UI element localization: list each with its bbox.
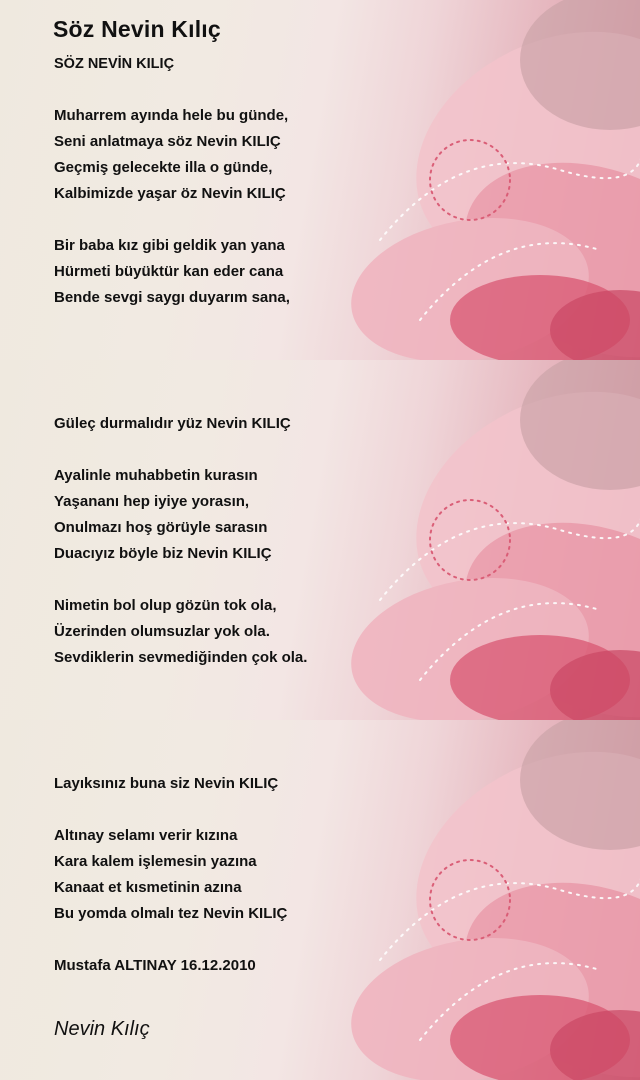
- page-title: Söz Nevin Kılıç: [53, 16, 221, 42]
- poem-line: Seni anlatmaya söz Nevin KILIÇ: [54, 133, 281, 150]
- poem-line: Bu yomda olmalı tez Nevin KILIÇ: [54, 905, 288, 922]
- poem-line: Kara kalem işlemesin yazına: [54, 853, 257, 870]
- poem-heading: SÖZ NEVİN KILIÇ: [54, 56, 175, 72]
- poem-line: Duacıyız böyle biz Nevin KILIÇ: [54, 545, 272, 562]
- poem-line: Bende sevgi saygı duyarım sana,: [54, 289, 290, 306]
- poem-credit: Mustafa ALTINAY 16.12.2010: [54, 957, 256, 974]
- poem-line: Nimetin bol olup gözün tok ola,: [54, 597, 277, 614]
- author-signature: Nevin Kılıç: [54, 1018, 150, 1040]
- poem-line: Yaşananı hep iyiye yorasın,: [54, 493, 250, 510]
- poem-line: Bir baba kız gibi geldik yan yana: [54, 237, 285, 254]
- poem-line: Hürmeti büyüktür kan eder cana: [54, 263, 284, 280]
- poem-line: Geçmiş gelecekte illa o günde,: [54, 159, 273, 176]
- poem-panel-1: [0, 0, 640, 360]
- poem-line: Muharrem ayında hele bu günde,: [54, 107, 289, 124]
- poem-line: Kalbimizde yaşar öz Nevin KILIÇ: [54, 185, 286, 202]
- poem-line: Ayalinle muhabbetin kurasın: [54, 467, 258, 484]
- poem-line: Üzerinden olumsuzlar yok ola.: [54, 623, 270, 640]
- poem-line: Güleç durmalıdır yüz Nevin KILIÇ: [54, 415, 291, 432]
- poem-line: Onulmazı hoş görüyle sarasın: [54, 519, 268, 536]
- poem-line: Layıksınız buna siz Nevin KILIÇ: [54, 775, 279, 792]
- poem-line: Altınay selamı verir kızına: [54, 827, 238, 844]
- poem-panel-2: [0, 360, 640, 720]
- poem-line: Sevdiklerin sevmediğinden çok ola.: [54, 649, 308, 666]
- poem-line: Kanaat et kısmetinin azına: [54, 879, 242, 896]
